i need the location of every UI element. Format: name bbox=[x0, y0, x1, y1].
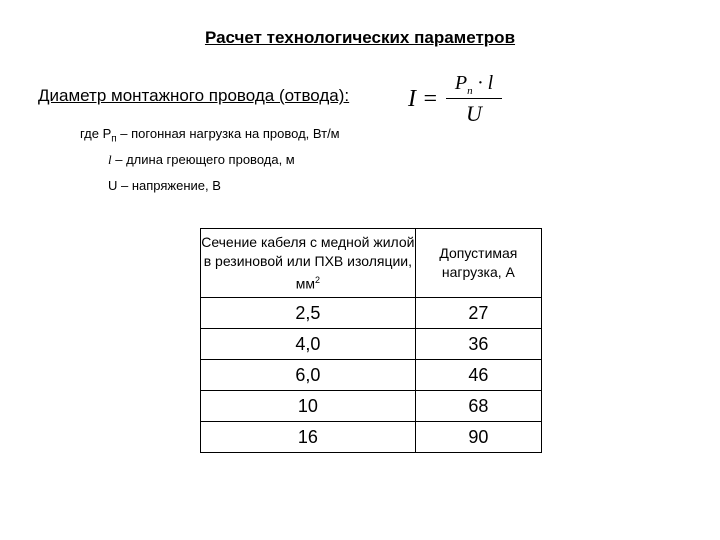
legend-text: – погонная нагрузка на провод, Вт/м bbox=[116, 126, 340, 141]
cell-load: 68 bbox=[415, 391, 541, 422]
formula-denominator: U bbox=[466, 101, 482, 126]
table-row bbox=[201, 422, 542, 453]
legend-line-length bbox=[108, 152, 295, 168]
legend-prefix: где P bbox=[80, 126, 112, 141]
formula-numerator-rest: · l bbox=[472, 72, 494, 94]
cell-section: 2,5 bbox=[201, 298, 416, 329]
legend-text: – длина греющего провода, м bbox=[111, 152, 295, 167]
formula-fraction-bar bbox=[446, 98, 502, 99]
formula-numerator bbox=[446, 70, 502, 96]
formula-fraction bbox=[446, 70, 502, 126]
cell-load: 27 bbox=[415, 298, 541, 329]
legend-sub: п bbox=[111, 133, 117, 145]
section-subtitle: Диаметр монтажного провода (отвода): bbox=[38, 86, 350, 105]
header-allowed-load: Допустимая нагрузка, А bbox=[415, 229, 541, 298]
wire-current-formula bbox=[408, 70, 518, 130]
table-header-row bbox=[201, 229, 542, 298]
cell-section: 4,0 bbox=[201, 329, 416, 360]
formula-lhs: I = bbox=[408, 86, 439, 112]
cell-load: 90 bbox=[415, 422, 541, 453]
cell-section: 16 bbox=[201, 422, 416, 453]
cell-section: 6,0 bbox=[201, 360, 416, 391]
legend-symbol: l bbox=[108, 152, 112, 167]
cable-load-table bbox=[200, 228, 542, 453]
table-row bbox=[201, 329, 542, 360]
page-title: Расчет технологических параметров bbox=[204, 28, 516, 47]
legend-line-voltage: U – напряжение, В bbox=[108, 178, 221, 193]
table-row bbox=[201, 298, 542, 329]
header-unit-sup: 2 bbox=[314, 274, 320, 285]
table-row bbox=[201, 391, 542, 422]
cell-load: 46 bbox=[415, 360, 541, 391]
formula-numerator-sub: п bbox=[467, 85, 473, 97]
cell-load: 36 bbox=[415, 329, 541, 360]
table-row bbox=[201, 360, 542, 391]
formula-numerator-main: P bbox=[454, 72, 468, 94]
header-cable-section-text: Сечение кабеля с медной жилой в резиновой или ПХВ изоляции, мм bbox=[201, 233, 415, 292]
cell-section: 10 bbox=[201, 391, 416, 422]
header-cable-section bbox=[201, 229, 416, 298]
legend-line-load bbox=[80, 126, 340, 145]
